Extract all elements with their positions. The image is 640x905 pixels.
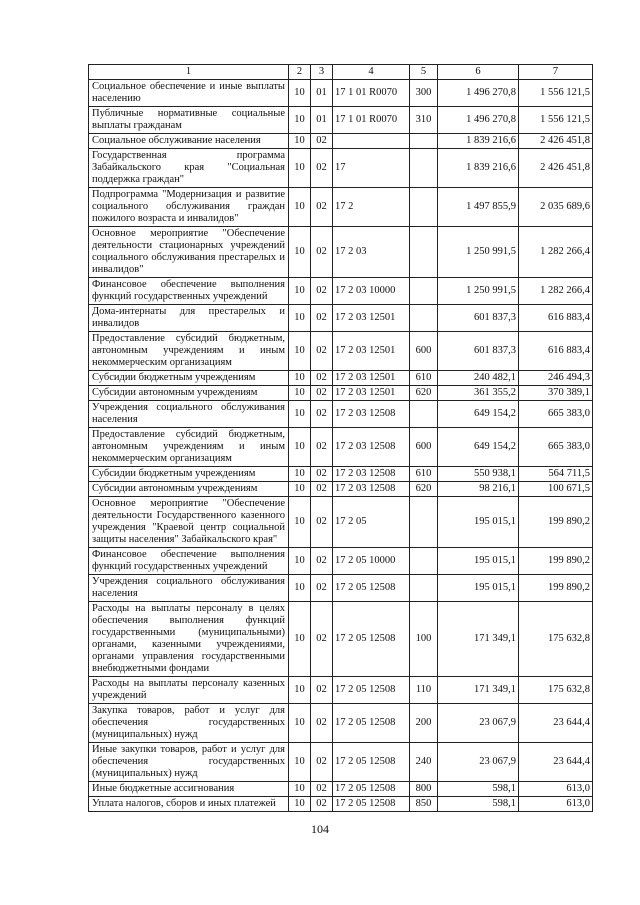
row-target-article-cell: 17 2 03 12508 (333, 467, 410, 482)
table-row (89, 401, 593, 428)
row-target-article-cell: 17 1 01 R0070 (333, 80, 410, 107)
row-amount-year2-cell: 2 426 451,8 (519, 149, 593, 188)
row-section-cell: 10 (289, 80, 311, 107)
row-name-cell: Субсидии автономным учреждениям (89, 386, 289, 401)
row-amount-year1-cell: 598,1 (438, 782, 519, 797)
row-name-cell: Финансовое обеспечение выполнения функций государственных учреждений (89, 278, 289, 305)
table-row (89, 704, 593, 743)
row-amount-year2-cell: 199 890,2 (519, 497, 593, 548)
row-target-article-cell: 17 2 05 10000 (333, 548, 410, 575)
row-subsection-cell: 02 (311, 497, 333, 548)
table-row (89, 278, 593, 305)
row-amount-year2-cell: 564 711,5 (519, 467, 593, 482)
row-amount-year2-cell: 1 556 121,5 (519, 80, 593, 107)
table-row (89, 371, 593, 386)
row-expense-type-cell (410, 548, 438, 575)
table-row (89, 332, 593, 371)
table-row (89, 80, 593, 107)
row-amount-year1-cell: 195 015,1 (438, 497, 519, 548)
row-amount-year1-cell: 195 015,1 (438, 548, 519, 575)
row-section-cell: 10 (289, 743, 311, 782)
row-name-cell: Публичные нормативные социальные выплаты гражданам (89, 107, 289, 134)
row-target-article-cell: 17 2 05 12508 (333, 677, 410, 704)
row-amount-year2-cell: 665 383,0 (519, 428, 593, 467)
row-amount-year2-cell: 100 671,5 (519, 482, 593, 497)
row-name-cell: Иные бюджетные ассигнования (89, 782, 289, 797)
row-target-article-cell: 17 2 03 10000 (333, 278, 410, 305)
row-name-cell: Подпрограмма "Модернизация и развитие социального обслуживания граждан пожилого возраста и инвалидов" (89, 188, 289, 227)
row-target-article-cell: 17 2 03 12508 (333, 401, 410, 428)
row-name-cell: Расходы на выплаты персоналу в целях обеспечения выполнения функций государственными (муниципальными) органами, казенными учреждениями, органами управления государственными внебюджетными фондами (89, 602, 289, 677)
row-subsection-cell: 02 (311, 134, 333, 149)
row-amount-year2-cell: 199 890,2 (519, 548, 593, 575)
row-target-article-cell: 17 2 05 (333, 497, 410, 548)
row-name-cell: Иные закупки товаров, работ и услуг для обеспечения государственных (муниципальных) нужд (89, 743, 289, 782)
row-name-cell: Социальное обеспечение и иные выплаты населению (89, 80, 289, 107)
row-section-cell: 10 (289, 386, 311, 401)
row-expense-type-cell (410, 278, 438, 305)
row-expense-type-cell (410, 134, 438, 149)
row-expense-type-cell: 300 (410, 80, 438, 107)
row-subsection-cell: 02 (311, 743, 333, 782)
document-page (88, 64, 592, 812)
row-amount-year1-cell: 240 482,1 (438, 371, 519, 386)
row-subsection-cell: 02 (311, 386, 333, 401)
row-name-cell: Субсидии бюджетным учреждениям (89, 467, 289, 482)
table-row (89, 743, 593, 782)
row-target-article-cell: 17 2 05 12508 (333, 704, 410, 743)
row-name-cell: Социальное обслуживание населения (89, 134, 289, 149)
row-section-cell: 10 (289, 107, 311, 134)
row-subsection-cell: 02 (311, 677, 333, 704)
row-amount-year2-cell: 370 389,1 (519, 386, 593, 401)
row-expense-type-cell: 310 (410, 107, 438, 134)
table-row (89, 602, 593, 677)
row-expense-type-cell: 610 (410, 371, 438, 386)
row-subsection-cell: 02 (311, 428, 333, 467)
row-section-cell: 10 (289, 149, 311, 188)
table-row (89, 227, 593, 278)
row-section-cell: 10 (289, 428, 311, 467)
row-target-article-cell: 17 2 03 12508 (333, 428, 410, 467)
table-row (89, 149, 593, 188)
table-row (89, 575, 593, 602)
row-section-cell: 10 (289, 497, 311, 548)
budget-table (88, 64, 593, 812)
row-subsection-cell: 02 (311, 401, 333, 428)
table-row (89, 548, 593, 575)
row-amount-year2-cell: 1 282 266,4 (519, 227, 593, 278)
table-row (89, 467, 593, 482)
row-target-article-cell: 17 2 03 12501 (333, 371, 410, 386)
row-name-cell: Уплата налогов, сборов и иных платежей (89, 797, 289, 812)
row-amount-year1-cell: 1 250 991,5 (438, 278, 519, 305)
header-col-1: 1 (89, 65, 289, 80)
row-target-article-cell: 17 2 05 12508 (333, 602, 410, 677)
table-row (89, 386, 593, 401)
row-target-article-cell: 17 2 03 12501 (333, 332, 410, 371)
row-subsection-cell: 02 (311, 782, 333, 797)
row-amount-year2-cell: 665 383,0 (519, 401, 593, 428)
header-col-3: 3 (311, 65, 333, 80)
row-amount-year1-cell: 649 154,2 (438, 401, 519, 428)
row-section-cell: 10 (289, 332, 311, 371)
row-expense-type-cell: 610 (410, 467, 438, 482)
row-amount-year2-cell: 1 556 121,5 (519, 107, 593, 134)
row-amount-year2-cell: 23 644,4 (519, 704, 593, 743)
row-expense-type-cell: 800 (410, 782, 438, 797)
row-subsection-cell: 01 (311, 80, 333, 107)
row-section-cell: 10 (289, 797, 311, 812)
row-amount-year2-cell: 23 644,4 (519, 743, 593, 782)
row-target-article-cell: 17 2 03 (333, 227, 410, 278)
row-target-article-cell: 17 2 03 12508 (333, 482, 410, 497)
row-amount-year2-cell: 175 632,8 (519, 677, 593, 704)
row-amount-year1-cell: 1 839 216,6 (438, 149, 519, 188)
row-amount-year1-cell: 361 355,2 (438, 386, 519, 401)
row-target-article-cell: 17 2 05 12508 (333, 797, 410, 812)
row-target-article-cell: 17 2 05 12508 (333, 575, 410, 602)
row-expense-type-cell (410, 575, 438, 602)
row-subsection-cell: 02 (311, 575, 333, 602)
row-section-cell: 10 (289, 188, 311, 227)
row-subsection-cell: 02 (311, 548, 333, 575)
row-target-article-cell: 17 2 (333, 188, 410, 227)
row-name-cell: Предоставление субсидий бюджетным, автономным учреждениям и иным некоммерческим организациям (89, 428, 289, 467)
row-subsection-cell: 01 (311, 107, 333, 134)
row-expense-type-cell: 240 (410, 743, 438, 782)
row-name-cell: Расходы на выплаты персоналу казенных учреждений (89, 677, 289, 704)
table-row (89, 428, 593, 467)
table-body (89, 80, 593, 812)
row-amount-year1-cell: 23 067,9 (438, 704, 519, 743)
row-name-cell: Учреждения социального обслуживания населения (89, 575, 289, 602)
row-section-cell: 10 (289, 602, 311, 677)
row-section-cell: 10 (289, 305, 311, 332)
table-row (89, 482, 593, 497)
row-amount-year2-cell: 616 883,4 (519, 305, 593, 332)
table-row (89, 797, 593, 812)
row-subsection-cell: 02 (311, 482, 333, 497)
row-subsection-cell: 02 (311, 371, 333, 386)
row-section-cell: 10 (289, 782, 311, 797)
row-amount-year1-cell: 601 837,3 (438, 332, 519, 371)
row-name-cell: Основное мероприятие "Обеспечение деятельности Государственного казенного учреждения "Краевой центр социальной защиты населения" Забайкальского края" (89, 497, 289, 548)
row-amount-year1-cell: 1 496 270,8 (438, 80, 519, 107)
row-target-article-cell: 17 (333, 149, 410, 188)
row-expense-type-cell (410, 497, 438, 548)
row-section-cell: 10 (289, 401, 311, 428)
table-row (89, 188, 593, 227)
row-amount-year2-cell: 613,0 (519, 782, 593, 797)
row-expense-type-cell: 110 (410, 677, 438, 704)
row-expense-type-cell: 600 (410, 428, 438, 467)
row-name-cell: Закупка товаров, работ и услуг для обеспечения государственных (муниципальных) нужд (89, 704, 289, 743)
row-amount-year2-cell: 175 632,8 (519, 602, 593, 677)
row-section-cell: 10 (289, 575, 311, 602)
row-amount-year1-cell: 598,1 (438, 797, 519, 812)
row-section-cell: 10 (289, 467, 311, 482)
row-expense-type-cell: 100 (410, 602, 438, 677)
row-amount-year1-cell: 195 015,1 (438, 575, 519, 602)
row-name-cell: Основное мероприятие "Обеспечение деятельности стационарных учреждений социального обслуживания престарелых и инвалидов" (89, 227, 289, 278)
header-col-4: 4 (333, 65, 410, 80)
row-subsection-cell: 02 (311, 797, 333, 812)
row-subsection-cell: 02 (311, 305, 333, 332)
row-subsection-cell: 02 (311, 602, 333, 677)
row-amount-year1-cell: 601 837,3 (438, 305, 519, 332)
row-subsection-cell: 02 (311, 704, 333, 743)
row-name-cell: Государственная программа Забайкальского края "Социальная поддержка граждан" (89, 149, 289, 188)
row-target-article-cell: 17 1 01 R0070 (333, 107, 410, 134)
row-amount-year2-cell: 616 883,4 (519, 332, 593, 371)
row-amount-year1-cell: 171 349,1 (438, 677, 519, 704)
table-row (89, 497, 593, 548)
row-name-cell: Финансовое обеспечение выполнения функций государственных учреждений (89, 548, 289, 575)
table-row (89, 134, 593, 149)
row-amount-year1-cell: 171 349,1 (438, 602, 519, 677)
table-header-row (89, 65, 593, 80)
row-name-cell: Предоставление субсидий бюджетным, автономным учреждениям и иным некоммерческим организациям (89, 332, 289, 371)
page-number: 104 (311, 822, 329, 836)
header-col-7: 7 (519, 65, 593, 80)
row-subsection-cell: 02 (311, 278, 333, 305)
table-row (89, 782, 593, 797)
row-expense-type-cell: 600 (410, 332, 438, 371)
row-section-cell: 10 (289, 227, 311, 278)
row-amount-year1-cell: 1 839 216,6 (438, 134, 519, 149)
row-expense-type-cell (410, 149, 438, 188)
row-amount-year2-cell: 1 282 266,4 (519, 278, 593, 305)
row-amount-year1-cell: 550 938,1 (438, 467, 519, 482)
table-row (89, 677, 593, 704)
row-target-article-cell: 17 2 03 12501 (333, 305, 410, 332)
row-amount-year1-cell: 1 250 991,5 (438, 227, 519, 278)
row-amount-year2-cell: 246 494,3 (519, 371, 593, 386)
row-subsection-cell: 02 (311, 188, 333, 227)
row-section-cell: 10 (289, 371, 311, 386)
row-expense-type-cell (410, 227, 438, 278)
row-expense-type-cell: 850 (410, 797, 438, 812)
row-amount-year1-cell: 1 497 855,9 (438, 188, 519, 227)
table-row (89, 107, 593, 134)
row-expense-type-cell (410, 401, 438, 428)
row-subsection-cell: 02 (311, 149, 333, 188)
row-expense-type-cell: 620 (410, 482, 438, 497)
row-section-cell: 10 (289, 278, 311, 305)
header-col-6: 6 (438, 65, 519, 80)
row-amount-year1-cell: 23 067,9 (438, 743, 519, 782)
row-subsection-cell: 02 (311, 467, 333, 482)
row-name-cell: Субсидии бюджетным учреждениям (89, 371, 289, 386)
row-subsection-cell: 02 (311, 332, 333, 371)
row-amount-year2-cell: 2 035 689,6 (519, 188, 593, 227)
row-name-cell: Дома-интернаты для престарелых и инвалидов (89, 305, 289, 332)
row-amount-year1-cell: 98 216,1 (438, 482, 519, 497)
row-expense-type-cell (410, 188, 438, 227)
row-amount-year1-cell: 649 154,2 (438, 428, 519, 467)
header-col-2: 2 (289, 65, 311, 80)
row-section-cell: 10 (289, 677, 311, 704)
row-amount-year1-cell: 1 496 270,8 (438, 107, 519, 134)
row-amount-year2-cell: 199 890,2 (519, 575, 593, 602)
row-expense-type-cell (410, 305, 438, 332)
row-target-article-cell: 17 2 05 12508 (333, 743, 410, 782)
row-subsection-cell: 02 (311, 227, 333, 278)
row-amount-year2-cell: 2 426 451,8 (519, 134, 593, 149)
row-name-cell: Учреждения социального обслуживания населения (89, 401, 289, 428)
row-amount-year2-cell: 613,0 (519, 797, 593, 812)
header-col-5: 5 (410, 65, 438, 80)
row-target-article-cell: 17 2 05 12508 (333, 782, 410, 797)
row-target-article-cell (333, 134, 410, 149)
row-section-cell: 10 (289, 704, 311, 743)
row-section-cell: 10 (289, 482, 311, 497)
row-name-cell: Субсидии автономным учреждениям (89, 482, 289, 497)
row-target-article-cell: 17 2 03 12501 (333, 386, 410, 401)
row-section-cell: 10 (289, 548, 311, 575)
row-section-cell: 10 (289, 134, 311, 149)
row-expense-type-cell: 620 (410, 386, 438, 401)
table-row (89, 305, 593, 332)
row-expense-type-cell: 200 (410, 704, 438, 743)
